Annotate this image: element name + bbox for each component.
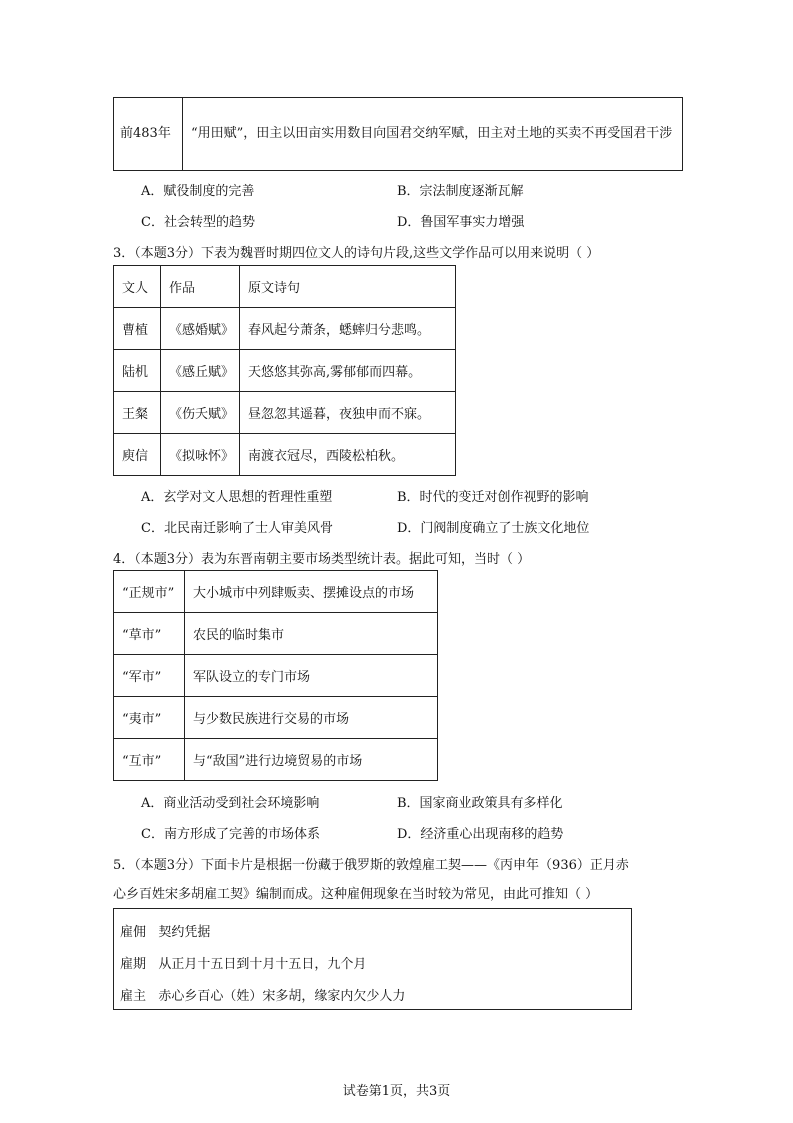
q2-source-table bbox=[113, 97, 683, 171]
q3-header-work: 作品 bbox=[161, 266, 240, 308]
card-row bbox=[120, 985, 405, 1004]
card-row-value: 赤心乡百心（姓）宋多胡，缘家内欠少人力 bbox=[158, 989, 406, 1004]
q3-option-d[interactable]: D．门阀制度确立了士族文化地位 bbox=[397, 521, 590, 536]
q4-option-a[interactable]: A．商业活动受到社会环境影响 bbox=[141, 796, 320, 811]
q3-option-b[interactable]: B．时代的变迁对创作视野的影响 bbox=[397, 490, 589, 505]
q4-market-type: “军市” bbox=[114, 655, 185, 697]
year-text: 前483年 bbox=[120, 126, 171, 141]
q2-option-c[interactable]: C．社会转型的趋势 bbox=[141, 215, 255, 230]
card-row-label: 雇期 bbox=[120, 957, 147, 972]
card-row bbox=[120, 921, 210, 940]
card-row-value: 契约凭据 bbox=[158, 925, 211, 940]
q3-verse: 南渡衣冠尽，西陵松柏秋。 bbox=[240, 434, 456, 476]
q2-option-d[interactable]: D．鲁国军事实力增强 bbox=[397, 215, 525, 230]
q4-market-type: “夷市” bbox=[114, 697, 185, 739]
q3-work: 《感丘赋》 bbox=[161, 350, 240, 392]
q3-stem: 3．（本题3分）下表为魏晋时期四位文人的诗句片段,这些文学作品可以用来说明（ ） bbox=[113, 246, 600, 261]
q4-market-desc: 与“敌国”进行边境贸易的市场 bbox=[185, 739, 438, 781]
q3-work: 《伤夭赋》 bbox=[161, 392, 240, 434]
q3-option-a[interactable]: A．玄学对文人思想的哲理性重塑 bbox=[141, 490, 333, 505]
q4-market-desc: 与少数民族进行交易的市场 bbox=[185, 697, 438, 739]
q3-option-c[interactable]: C．北民南迁影响了士人审美风骨 bbox=[141, 521, 333, 536]
card-row-label: 雇主 bbox=[120, 989, 147, 1004]
q3-author: 曹植 bbox=[114, 308, 161, 350]
q2-option-b[interactable]: B．宗法制度逐渐瓦解 bbox=[397, 184, 524, 199]
q4-stem: 4．（本题3分）表为东晋南朝主要市场类型统计表。据此可知，当时（ ） bbox=[113, 552, 531, 567]
q5-stem-line2: 心乡百姓宋多胡雇工契》编制而成。这种雇佣现象在当时较为常见，由此可推知（ ） bbox=[113, 887, 599, 902]
page-footer: 试卷第1页，共3页 bbox=[342, 1084, 451, 1099]
q3-author: 王粲 bbox=[114, 392, 161, 434]
year-cell bbox=[114, 98, 183, 171]
q4-market-type: “正规市” bbox=[114, 571, 185, 613]
description-text: “用田赋”，田主以田亩实用数目向国君交纳军赋，田主对土地的买卖不再受国君干涉 bbox=[191, 126, 673, 141]
q4-table bbox=[113, 570, 438, 781]
q4-market-desc: 军队设立的专门市场 bbox=[185, 655, 438, 697]
q3-verse: 天悠悠其弥高,雾郁郁而四幕。 bbox=[240, 350, 456, 392]
q2-option-a[interactable]: A．赋役制度的完善 bbox=[141, 184, 255, 199]
q4-market-type: “互市” bbox=[114, 739, 185, 781]
q3-header-author: 文人 bbox=[114, 266, 161, 308]
description-cell bbox=[183, 98, 683, 171]
q4-market-type: “草市” bbox=[114, 613, 185, 655]
q4-option-c[interactable]: C．南方形成了完善的市场体系 bbox=[141, 827, 320, 842]
q5-stem-line1: 5．（本题3分）下面卡片是根据一份藏于俄罗斯的敦煌雇工契——《丙申年（936）正月赤 bbox=[113, 858, 629, 873]
q5-contract-card bbox=[113, 908, 632, 1010]
card-row-label: 雇佣 bbox=[120, 925, 147, 940]
q3-work: 《拟咏怀》 bbox=[161, 434, 240, 476]
q3-work: 《感婚赋》 bbox=[161, 308, 240, 350]
q4-option-d[interactable]: D．经济重心出现南移的趋势 bbox=[397, 827, 564, 842]
q4-market-desc: 大小城市中列肆贩卖、摆摊设点的市场 bbox=[185, 571, 438, 613]
card-row-value: 从正月十五日到十月十五日，九个月 bbox=[158, 957, 367, 972]
q3-verse: 春风起兮萧条，蟋蟀归兮悲鸣。 bbox=[240, 308, 456, 350]
q3-author: 陆机 bbox=[114, 350, 161, 392]
q3-verse: 昼忽忽其遥暮，夜独申而不寐。 bbox=[240, 392, 456, 434]
q3-table bbox=[113, 265, 456, 476]
q3-header-text: 原文诗句 bbox=[240, 266, 456, 308]
q4-option-b[interactable]: B．国家商业政策具有多样化 bbox=[397, 796, 563, 811]
card-row bbox=[120, 953, 366, 972]
q3-author: 庾信 bbox=[114, 434, 161, 476]
q4-market-desc: 农民的临时集市 bbox=[185, 613, 438, 655]
